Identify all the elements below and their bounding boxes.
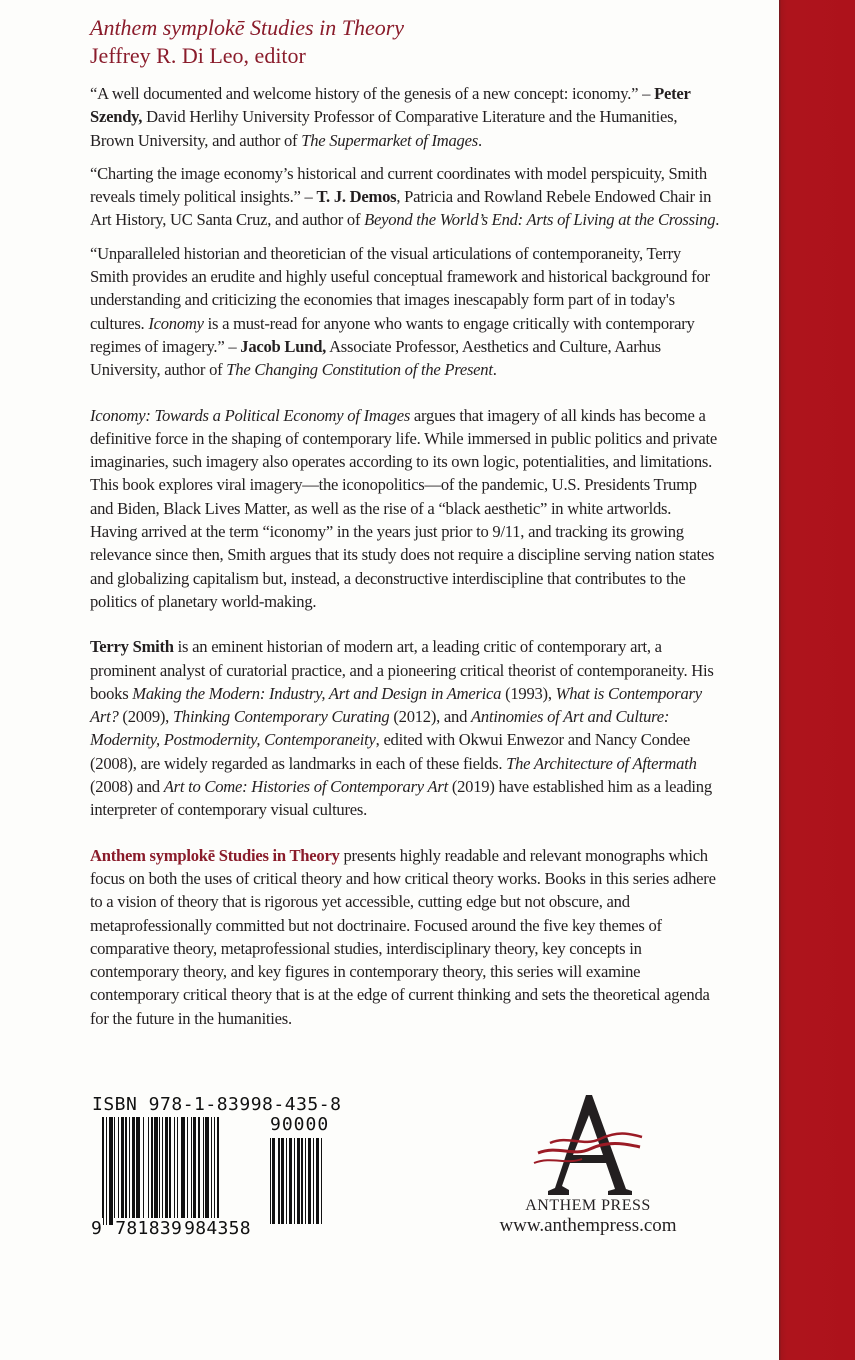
red-spine-stripe xyxy=(779,0,855,1360)
blurb-author: T. J. Demos xyxy=(316,187,397,207)
series-editor: Jeffrey R. Di Leo, editor xyxy=(90,43,306,68)
blurb-szendy: “A well documented and welcome history of the genesis of a new concept: iconomy.” – Peter Szendy, David Herlihy University Professor of Comparative Literature and the Humanities, Brown University, and author of The Supermarket of Images. xyxy=(90,84,691,150)
isbn-label: ISBN 978-1-83998-435-8 xyxy=(92,1094,342,1115)
series-description: Anthem symplokē Studies in Theory presents highly readable and relevant monographs which focus on both the uses of critical theory and how critical theory works. Books in this series adhere to a vision of theory that is rigorous yet accessible, cutting edge but not obscure, and metaprofessionally committed but not doctrinaire. Focused around the five key themes of comparative theory, metaprofessional studies, interdisciplinary theory, key concepts in contemporary theory, and key figures in contemporary theory, this series will examine contemporary critical theory that is at the edge of current thinking and sets the theoretical agenda for the future in the humanities. xyxy=(90,845,716,1028)
blurb-lund: “Unparalleled historian and theoretician of the visual articulations of contemporaneity, Terry Smith provides an erudite and highly useful conceptual framework and historical background for understanding and criticizing the economies that images inescapably form part of in today's cultures. Iconomy is a must-read for anyone who wants to engage critically with contemporary regimes of imagery.” – Jacob Lund, Associate Professor, Aesthetics and Culture, Aarhus University, author of The Changing Constitution of the Present. xyxy=(90,243,710,380)
blurb-demos: “Charting the image economy’s historical and current coordinates with model perspicuity, Smith reveals timely political insights.” – T. J. Demos, Patricia and Rowland Rebele Endowed Chair in Art History, UC Santa Cruz, and author of Beyond the World’s End: Arts of Living at the Crossing. xyxy=(90,163,720,230)
blurb-author: Jacob Lund, xyxy=(240,336,327,356)
author-name: Terry Smith xyxy=(90,637,174,657)
author-bio: Terry Smith is an eminent historian of modern art, a leading critic of contemporary art, a prominent analyst of curatorial practice, and a pioneering critical theorist of contemporaneity. His books Making the Modern: Industry, Art and Design in America (1993), What is Contemporary Art? (2009), Thinking Contemporary Curating (2012), and Antinomies of Art and Culture: Modernity, Postmodernity, Contemporaneity, edited with Okwui Enwezor and Nancy Condee (2008), are widely regarded as landmarks in each of these fields. The Architecture of Aftermath (2008) and Art to Come: Histories of Contemporary Art (2019) have established him as a leading interpreter of contemporary visual cultures. xyxy=(90,637,714,820)
barcode-bars-icon xyxy=(102,1117,254,1225)
book-description: Iconomy: Towards a Political Economy of Images argues that imagery of all kinds has become a definitive force in the shaping of contemporary life. While immersed in public politics and private imaginaries, such imagery also operates according to its own logic, potentialities, and limitations. This book explores viral imagery—the iconopolitics—of the pandemic, U.S. Presidents Trump and Biden, Black Lives Matter, as well as the rise of a “black aesthetic” in white artworlds. Having arrived at the term “iconomy” in the years just prior to 9/11, and tracking its growing relevance since then, Smith argues that its study does not require a discipline serving nation states and globalizing capitalism but, instead, a deconstructive interdiscipline that contributes to the politics of planetary world-making. xyxy=(90,405,717,611)
cover-text xyxy=(90,14,720,1040)
ean-number: 9 781839 984358 xyxy=(91,1218,251,1239)
series-title: Anthem symplokē Studies in Theory xyxy=(90,15,405,40)
series-name: Anthem symplokē Studies in Theory xyxy=(90,845,340,865)
blurb-book-title: The Changing Constitution of the Present xyxy=(226,360,493,380)
price-barcode-bars-icon xyxy=(270,1138,344,1224)
isbn-barcode xyxy=(90,1094,342,1242)
publisher-name: ANTHEM PRESS xyxy=(525,1197,651,1214)
blurb-book-title: Beyond the World’s End: Arts of Living at the Crossing xyxy=(364,210,716,230)
publisher-url: www.anthempress.com xyxy=(499,1215,677,1236)
anthem-a-logo-icon xyxy=(528,1093,648,1199)
blurb-book-title: The Supermarket of Images xyxy=(301,130,478,150)
publisher-logo xyxy=(478,1093,698,1243)
price-code: 90000 xyxy=(270,1114,330,1135)
book-title: Iconomy: Towards a Political Economy of Images xyxy=(90,405,411,425)
blurb-author: Peter Szendy, xyxy=(90,84,691,127)
